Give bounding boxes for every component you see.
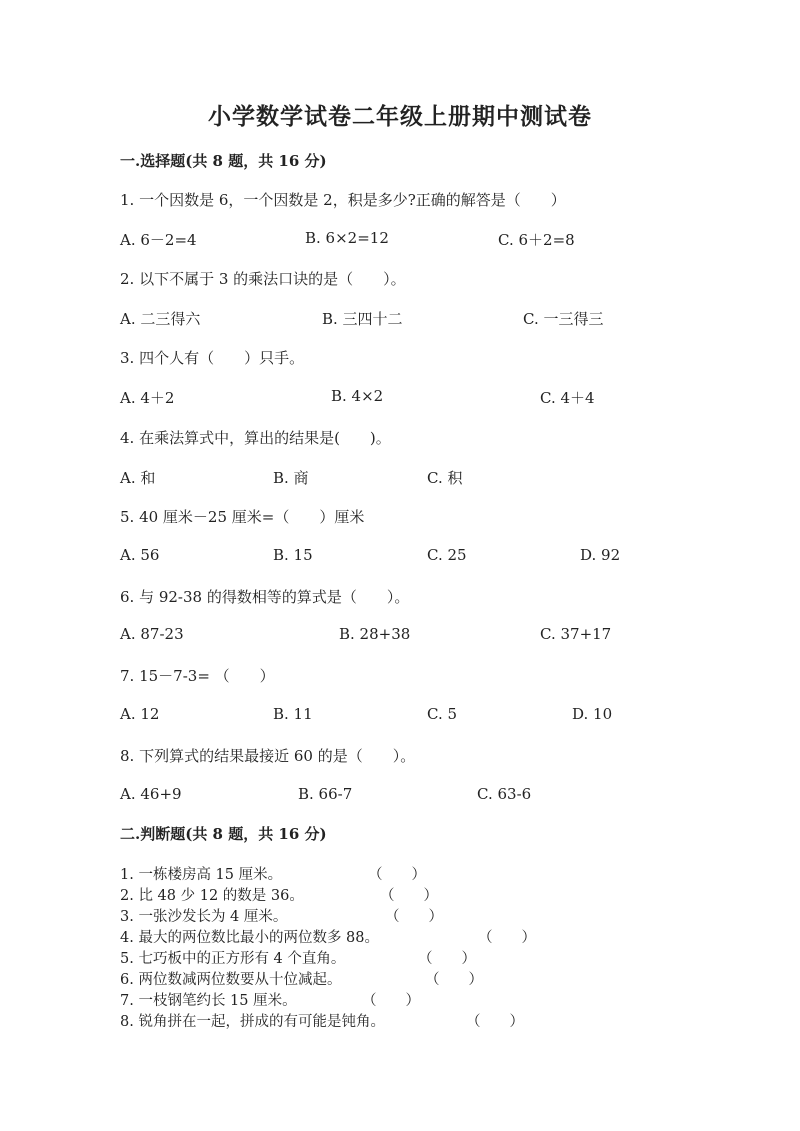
q5-option-a: A. 56 bbox=[120, 546, 160, 564]
question-7: 7. 15－7-3= （ ） bbox=[120, 667, 275, 685]
judge-answer-2[interactable]: （ ） bbox=[380, 888, 438, 904]
q6-option-b: B. 28+38 bbox=[339, 625, 411, 643]
q3-option-c: C. 4＋4 bbox=[540, 389, 595, 407]
q5-option-d: D. 92 bbox=[580, 546, 621, 564]
judge-item-6: 6. 两位数减两位数要从十位减起。 bbox=[120, 972, 342, 988]
q2-option-b: B. 三四十二 bbox=[322, 310, 403, 328]
judge-answer-8[interactable]: （ ） bbox=[466, 1014, 524, 1030]
q6-option-c: C. 37+17 bbox=[540, 625, 612, 643]
q7-option-a: A. 12 bbox=[120, 705, 160, 723]
q8-option-c: C. 63-6 bbox=[477, 785, 532, 803]
question-8: 8. 下列算式的结果最接近 60 的是（ ）。 bbox=[120, 747, 416, 765]
question-1: 1. 一个因数是 6，一个因数是 2，积是多少?正确的解答是（ ） bbox=[120, 191, 566, 209]
q8-option-a: A. 46+9 bbox=[120, 785, 182, 803]
question-6: 6. 与 92-38 的得数相等的算式是（ ）。 bbox=[120, 588, 410, 606]
page-title: 小学数学试卷二年级上册期中测试卷 bbox=[208, 103, 592, 130]
question-3: 3. 四个人有（ ）只手。 bbox=[120, 349, 305, 367]
q3-option-b: B. 4×2 bbox=[331, 387, 384, 405]
judge-item-8: 8. 锐角拼在一起，拼成的有可能是钝角。 bbox=[120, 1014, 385, 1030]
q8-option-b: B. 66-7 bbox=[298, 785, 353, 803]
judge-item-3: 3. 一张沙发长为 4 厘米。 bbox=[120, 909, 288, 925]
q2-option-c: C. 一三得三 bbox=[523, 310, 604, 328]
judge-answer-1[interactable]: （ ） bbox=[368, 867, 426, 883]
judge-answer-5[interactable]: （ ） bbox=[418, 951, 476, 967]
judge-item-2: 2. 比 48 少 12 的数是 36。 bbox=[120, 888, 304, 904]
q6-option-a: A. 87-23 bbox=[120, 625, 184, 643]
q4-option-c: C. 积 bbox=[427, 469, 463, 487]
q2-option-a: A. 二三得六 bbox=[120, 310, 201, 328]
q7-option-b: B. 11 bbox=[273, 705, 313, 723]
judge-answer-6[interactable]: （ ） bbox=[425, 972, 483, 988]
judge-answer-3[interactable]: （ ） bbox=[385, 909, 443, 925]
q4-option-a: A. 和 bbox=[120, 469, 156, 487]
judge-item-7: 7. 一枝钢笔约长 15 厘米。 bbox=[120, 993, 297, 1009]
section-heading-choice: 一.选择题(共 8 题，共 16 分) bbox=[120, 152, 327, 170]
q3-option-a: A. 4＋2 bbox=[120, 389, 175, 407]
judge-item-5: 5. 七巧板中的正方形有 4 个直角。 bbox=[120, 951, 346, 967]
q1-option-c: C. 6＋2=8 bbox=[498, 231, 575, 249]
judge-answer-4[interactable]: （ ） bbox=[478, 930, 536, 946]
question-4: 4. 在乘法算式中，算出的结果是( )。 bbox=[120, 429, 391, 447]
q1-option-a: A. 6－2=4 bbox=[120, 231, 197, 249]
question-5: 5. 40 厘米－25 厘米=（ ）厘米 bbox=[120, 508, 365, 526]
q4-option-b: B. 商 bbox=[273, 469, 309, 487]
judge-item-1: 1. 一栋楼房高 15 厘米。 bbox=[120, 867, 283, 883]
judge-item-4: 4. 最大的两位数比最小的两位数多 88。 bbox=[120, 930, 380, 946]
section-heading-judgement: 二.判断题(共 8 题，共 16 分) bbox=[120, 825, 327, 843]
q5-option-b: B. 15 bbox=[273, 546, 313, 564]
judge-answer-7[interactable]: （ ） bbox=[362, 993, 420, 1009]
question-2: 2. 以下不属于 3 的乘法口诀的是（ ）。 bbox=[120, 270, 406, 288]
q7-option-c: C. 5 bbox=[427, 705, 458, 723]
q5-option-c: C. 25 bbox=[427, 546, 467, 564]
q1-option-b: B. 6×2=12 bbox=[305, 229, 389, 247]
q7-option-d: D. 10 bbox=[572, 705, 613, 723]
